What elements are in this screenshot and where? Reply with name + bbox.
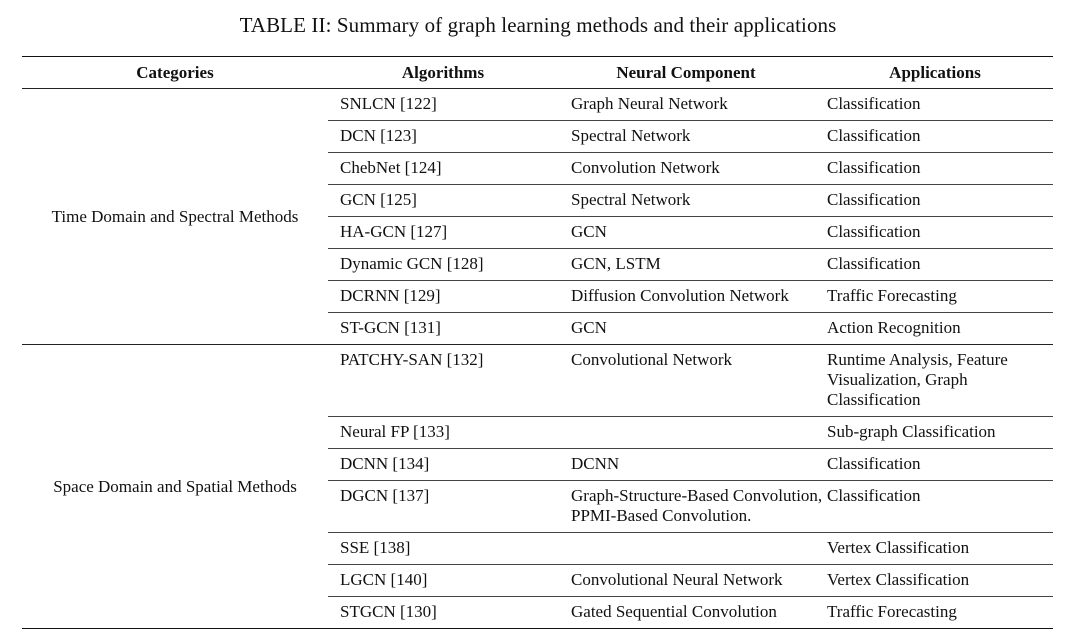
neural-cell: Graph-Structure-Based Convolution, PPMI-Based Convolution. xyxy=(571,486,823,525)
methods-table xyxy=(22,56,1053,629)
neural-cell: Convolutional Network xyxy=(571,350,733,369)
neural-cell: GCN xyxy=(571,222,607,241)
neural-cell: GCN xyxy=(571,318,607,337)
algorithm-cell: STGCN [130] xyxy=(340,602,437,621)
neural-cell: Graph Neural Network xyxy=(571,94,728,113)
algorithm-cell: LGCN [140] xyxy=(340,570,428,589)
neural-cell: DCNN xyxy=(571,454,620,473)
application-cell: Runtime Analysis, Feature Visualization, Graph Classification xyxy=(827,350,1008,409)
algorithm-cell: DCNN [134] xyxy=(340,454,430,473)
table-row xyxy=(328,89,1053,120)
table-group-time-domain xyxy=(22,89,1053,344)
algorithm-cell: SSE [138] xyxy=(340,538,411,557)
table-row xyxy=(328,280,1053,312)
neural-cell xyxy=(571,533,827,564)
algorithm-cell: ChebNet [124] xyxy=(340,158,442,177)
algorithm-cell: DCN [123] xyxy=(340,126,417,145)
algorithm-cell: HA-GCN [127] xyxy=(340,222,448,241)
algorithm-cell: GCN [125] xyxy=(340,190,417,209)
application-cell: Classification xyxy=(827,486,921,505)
table-row xyxy=(328,312,1053,344)
application-cell: Classification xyxy=(827,454,921,473)
algorithm-cell: PATCHY-SAN [132] xyxy=(340,350,484,369)
neural-cell: Convolution Network xyxy=(571,158,720,177)
table-header xyxy=(22,57,1053,89)
algorithm-cell: ST-GCN [131] xyxy=(340,318,441,337)
algorithm-cell: Dynamic GCN [128] xyxy=(340,254,484,273)
application-cell: Classification xyxy=(827,190,921,209)
neural-cell: Convolutional Neural Network xyxy=(571,570,783,589)
category-label: Space Domain and Spatial Methods xyxy=(53,476,297,496)
table-row xyxy=(328,596,1053,628)
table-row xyxy=(328,532,1053,564)
header-neural-component: Neural Component xyxy=(616,63,756,82)
neural-cell: Diffusion Convolution Network xyxy=(571,286,789,305)
application-cell: Classification xyxy=(827,222,921,241)
table-row xyxy=(328,216,1053,248)
table-row xyxy=(328,416,1053,448)
header-categories: Categories xyxy=(136,63,214,82)
application-cell: Classification xyxy=(827,158,921,177)
algorithm-cell: DGCN [137] xyxy=(340,486,430,505)
application-cell: Traffic Forecasting xyxy=(827,286,957,305)
table-row xyxy=(328,448,1053,480)
application-cell: Classification xyxy=(827,94,921,113)
application-cell: Sub-graph Classification xyxy=(827,422,996,441)
table-row xyxy=(328,184,1053,216)
header-algorithms: Algorithms xyxy=(401,63,485,82)
table-group-space-domain xyxy=(22,344,1053,628)
algorithm-cell: DCRNN [129] xyxy=(340,286,441,305)
neural-cell: Gated Sequential Convolution xyxy=(571,602,777,621)
table-caption: TABLE II: Summary of graph learning methods and their applications xyxy=(239,13,837,37)
application-cell: Classification xyxy=(827,254,921,273)
table-row xyxy=(328,152,1053,184)
application-cell: Vertex Classification xyxy=(827,570,970,589)
algorithm-cell: Neural FP [133] xyxy=(340,422,450,441)
neural-cell: Spectral Network xyxy=(571,190,691,209)
neural-cell: GCN, LSTM xyxy=(571,254,661,273)
neural-cell: Spectral Network xyxy=(571,126,691,145)
table-row xyxy=(328,120,1053,152)
algorithm-cell: SNLCN [122] xyxy=(340,94,437,113)
application-cell: Traffic Forecasting xyxy=(827,602,957,621)
application-cell: Action Recognition xyxy=(827,318,961,337)
table-row xyxy=(328,248,1053,280)
header-applications: Applications xyxy=(889,63,981,82)
application-cell: Vertex Classification xyxy=(827,538,970,557)
application-cell: Classification xyxy=(827,126,921,145)
table-row xyxy=(328,480,1053,532)
table-row xyxy=(328,345,1053,416)
table-row xyxy=(328,564,1053,596)
category-label: Time Domain and Spectral Methods xyxy=(51,206,299,226)
neural-cell xyxy=(571,417,827,448)
